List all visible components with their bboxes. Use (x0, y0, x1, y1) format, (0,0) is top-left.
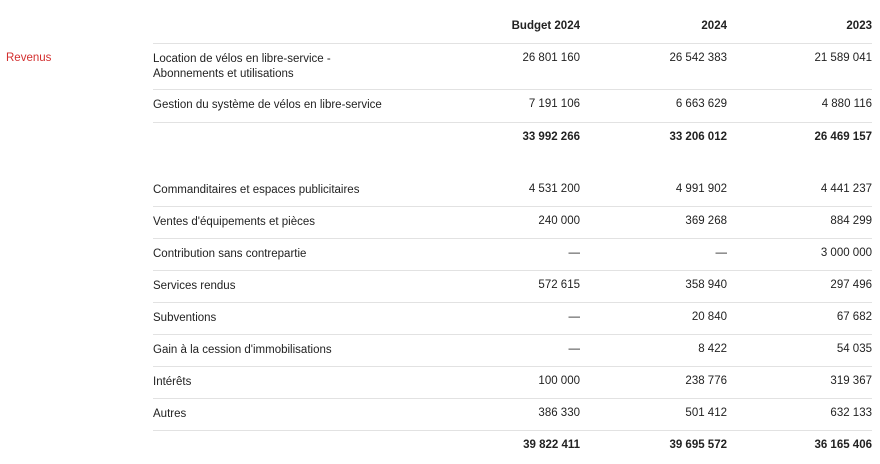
table-row (153, 367, 872, 399)
cell-2024: 20 840 (691, 311, 727, 323)
cell-2023: 4 441 237 (820, 183, 872, 195)
subtotal-budget-2024: 33 992 266 (522, 131, 580, 143)
table-row (153, 90, 872, 123)
column-header-2024: 2024 (701, 20, 727, 32)
cell-budget-2024: — (568, 247, 580, 259)
row-label (153, 52, 331, 82)
column-header-2023: 2023 (846, 20, 872, 32)
row-label: Ventes d'équipements et pièces (153, 216, 316, 228)
total-2023: 36 165 406 (814, 439, 872, 451)
table-row (153, 175, 872, 207)
cell-budget-2024: 7 191 106 (528, 98, 580, 110)
total-2024: 39 695 572 (669, 439, 727, 451)
cell-2023: 4 880 116 (821, 98, 872, 110)
row-label: Gain à la cession d'immobilisations (153, 344, 332, 356)
cell-2023: 884 299 (830, 215, 872, 227)
cell-budget-2024: 100 000 (538, 375, 580, 387)
subtotal-2023: 26 469 157 (814, 131, 872, 143)
cell-2024: 369 268 (685, 215, 727, 227)
cell-2024: 4 991 902 (675, 183, 727, 195)
cell-2024: 238 776 (685, 375, 727, 387)
subtotal-row (153, 123, 872, 175)
cell-budget-2024: — (568, 343, 580, 355)
cell-2023: 21 589 041 (814, 52, 872, 64)
table-row (153, 399, 872, 431)
cell-2024: — (715, 247, 727, 259)
table-header (153, 0, 872, 44)
column-header-budget-2024: Budget 2024 (511, 20, 580, 32)
cell-budget-2024: — (568, 311, 580, 323)
row-label: Subventions (153, 312, 217, 324)
row-label-line-2: Abonnements et utilisations (153, 68, 294, 80)
row-label: Services rendus (153, 280, 236, 292)
table-row (153, 303, 872, 335)
cell-2023: 67 682 (836, 311, 872, 323)
cell-budget-2024: 386 330 (538, 407, 580, 419)
subtotal-2024: 33 206 012 (669, 131, 727, 143)
cell-2023: 297 496 (830, 279, 872, 291)
table-row (153, 271, 872, 303)
cell-budget-2024: 572 615 (538, 279, 580, 291)
row-label: Intérêts (153, 376, 192, 388)
row-label: Gestion du système de vélos en libre-service (153, 99, 382, 111)
total-budget-2024: 39 822 411 (523, 439, 580, 451)
table-row (153, 44, 872, 90)
table-body (153, 44, 872, 461)
section-label-revenus: Revenus (6, 52, 52, 64)
cell-2023: 319 367 (830, 375, 872, 387)
cell-2024: 8 422 (698, 343, 727, 355)
cell-2024: 358 940 (685, 279, 727, 291)
row-label-line-1: Location de vélos en libre-service - (153, 53, 331, 65)
cell-2024: 6 663 629 (675, 98, 727, 110)
cell-2024: 26 542 383 (669, 52, 727, 64)
cell-budget-2024: 240 000 (538, 215, 580, 227)
cell-budget-2024: 26 801 160 (522, 52, 580, 64)
cell-2023: 54 035 (836, 343, 872, 355)
cell-2023: 632 133 (830, 407, 872, 419)
total-row (153, 431, 872, 461)
row-label: Contribution sans contrepartie (153, 248, 307, 260)
row-label: Commanditaires et espaces publicitaires (153, 184, 360, 196)
cell-2024: 501 412 (685, 407, 727, 419)
cell-2023: 3 000 000 (820, 247, 872, 259)
table-row (153, 207, 872, 239)
table-row (153, 335, 872, 367)
cell-budget-2024: 4 531 200 (528, 183, 580, 195)
row-label: Autres (153, 408, 187, 420)
table-row (153, 239, 872, 271)
